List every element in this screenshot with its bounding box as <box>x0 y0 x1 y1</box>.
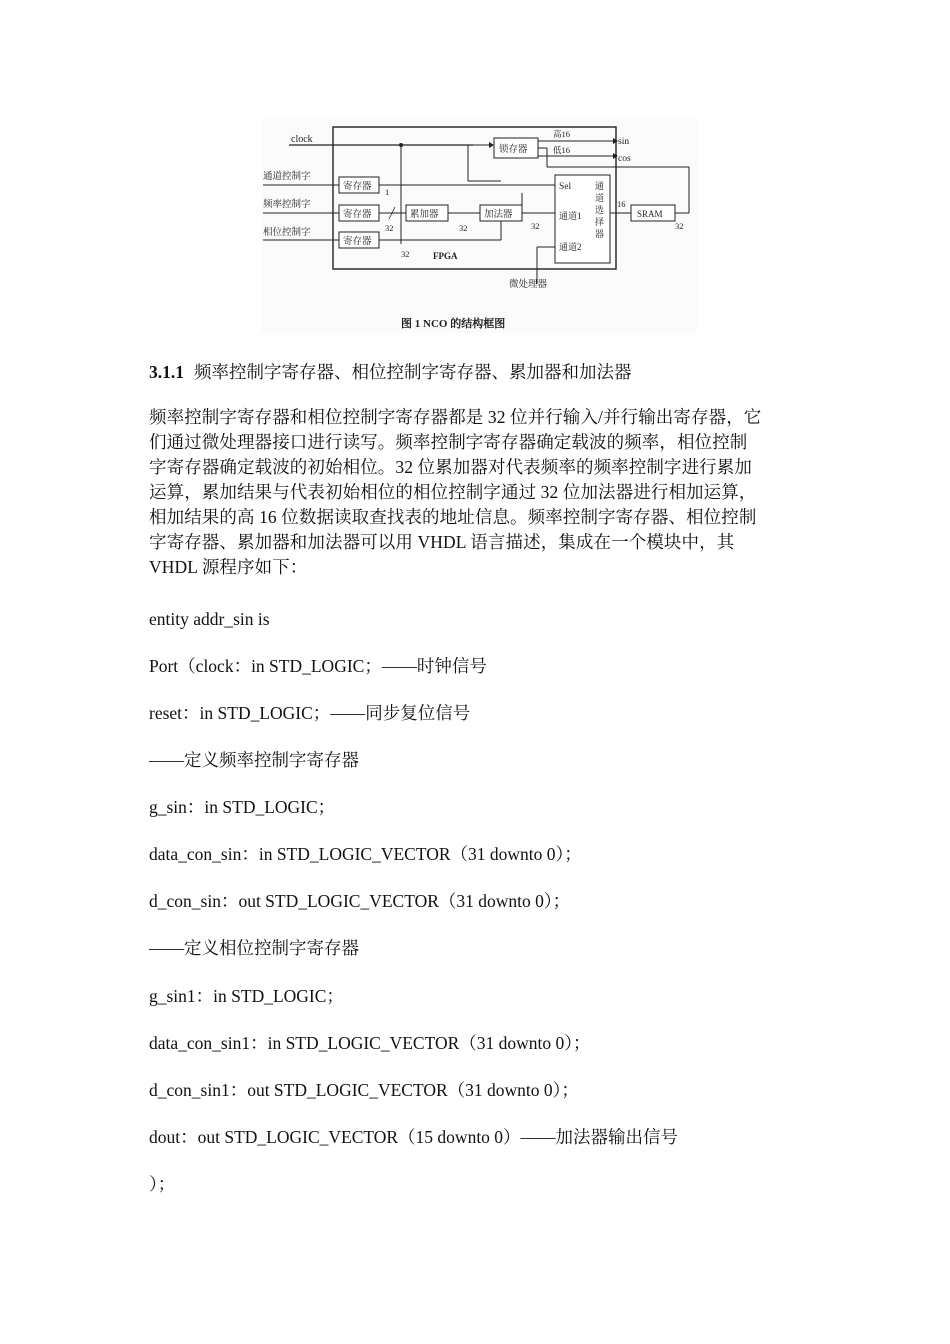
svg-text:寄存器: 寄存器 <box>343 182 372 192</box>
code-line: ——定义频率控制字寄存器 <box>149 750 359 770</box>
paragraph-line: 运算，累加结果与代表初始相位的相位控制字通过 32 位加法器进行相加运算， <box>149 482 757 502</box>
svg-text:sin: sin <box>618 137 630 147</box>
svg-text:32: 32 <box>459 223 468 233</box>
code-line: data_con_sin1：in STD_LOGIC_VECTOR（31 downto 0）； <box>149 1033 591 1053</box>
svg-text:寄存器: 寄存器 <box>343 210 372 220</box>
paragraph-line: 相加结果的高 16 位数据读取查找表的地址信息。频率控制字寄存器、相位控制 <box>149 507 757 527</box>
code-line: dout：out STD_LOGIC_VECTOR（15 downto 0）——加法器输出信号 <box>149 1127 679 1147</box>
svg-text:通道1: 通道1 <box>559 211 582 221</box>
code-line: ——定义相位控制字寄存器 <box>149 938 359 958</box>
section-heading <box>149 360 809 385</box>
svg-text:16: 16 <box>617 199 626 209</box>
channel-ctrl-label: 通道控制字 <box>263 172 311 182</box>
fpga-label: FPGA <box>433 251 458 261</box>
svg-text:累加器: 累加器 <box>410 210 439 220</box>
paragraph-line: 们通过微处理器接口进行读写。频率控制字寄存器确定载波的频率，相位控制 <box>149 432 748 452</box>
svg-text:低16: 低16 <box>553 145 571 155</box>
svg-text:锁存器: 锁存器 <box>499 145 528 155</box>
clock-label: clock <box>291 134 313 145</box>
section-number: 3.1.1 <box>149 362 184 382</box>
code-line: data_con_sin：in STD_LOGIC_VECTOR（31 downto 0）； <box>149 844 582 864</box>
paragraph-line: 字寄存器、累加器和加法器可以用 VHDL 语言描述，集成在一个模块中，其 <box>149 532 735 552</box>
code-line: g_sin：in STD_LOGIC； <box>149 797 336 817</box>
code-line: d_con_sin1：out STD_LOGIC_VECTOR（31 downto 0）； <box>149 1080 579 1100</box>
section-title: 频率控制字寄存器、相位控制字寄存器、累加器和加法器 <box>194 362 632 382</box>
paragraph-line: 频率控制字寄存器和相位控制字寄存器都是 32 位并行输入/并行输出寄存器，它 <box>149 407 762 427</box>
body-paragraph <box>149 405 809 580</box>
svg-text:32: 32 <box>385 223 394 233</box>
svg-text:高16: 高16 <box>553 129 571 139</box>
code-line: Port（clock：in STD_LOGIC；——时钟信号 <box>149 656 487 676</box>
svg-text:器: 器 <box>595 229 605 239</box>
freq-ctrl-label: 频率控制字 <box>263 200 311 210</box>
paragraph-line: VHDL 源程序如下： <box>149 557 308 577</box>
svg-text:通: 通 <box>595 181 605 191</box>
svg-text:1: 1 <box>385 187 390 197</box>
svg-text:加法器: 加法器 <box>484 210 513 220</box>
svg-text:道: 道 <box>595 193 605 203</box>
svg-text:32: 32 <box>401 249 410 259</box>
svg-text:SRAM: SRAM <box>637 209 663 219</box>
svg-text:择: 择 <box>595 217 605 227</box>
code-line: g_sin1：in STD_LOGIC； <box>149 986 344 1006</box>
code-line: entity addr_sin is <box>149 609 270 629</box>
svg-text:通道2: 通道2 <box>559 242 582 252</box>
code-line: ）； <box>149 1174 176 1194</box>
phase-ctrl-label: 相位控制字 <box>263 228 311 238</box>
figure-caption: 图 1 NCO 的结构框图 <box>401 318 506 330</box>
svg-text:Sel: Sel <box>559 182 572 192</box>
microprocessor-label: 微处理器 <box>509 280 548 290</box>
code-line: d_con_sin：out STD_LOGIC_VECTOR（31 downto 0）； <box>149 891 571 911</box>
code-line: reset：in STD_LOGIC；——同步复位信号 <box>149 703 471 723</box>
nco-block-diagram <box>261 119 697 333</box>
svg-text:32: 32 <box>531 221 540 231</box>
paragraph-line: 字寄存器确定载波的初始相位。32 位累加器对代表频率的频率控制字进行累加 <box>149 457 752 477</box>
svg-text:32: 32 <box>675 221 684 231</box>
svg-text:寄存器: 寄存器 <box>343 237 372 247</box>
svg-text:cos: cos <box>618 154 631 164</box>
svg-text:选: 选 <box>595 205 605 215</box>
